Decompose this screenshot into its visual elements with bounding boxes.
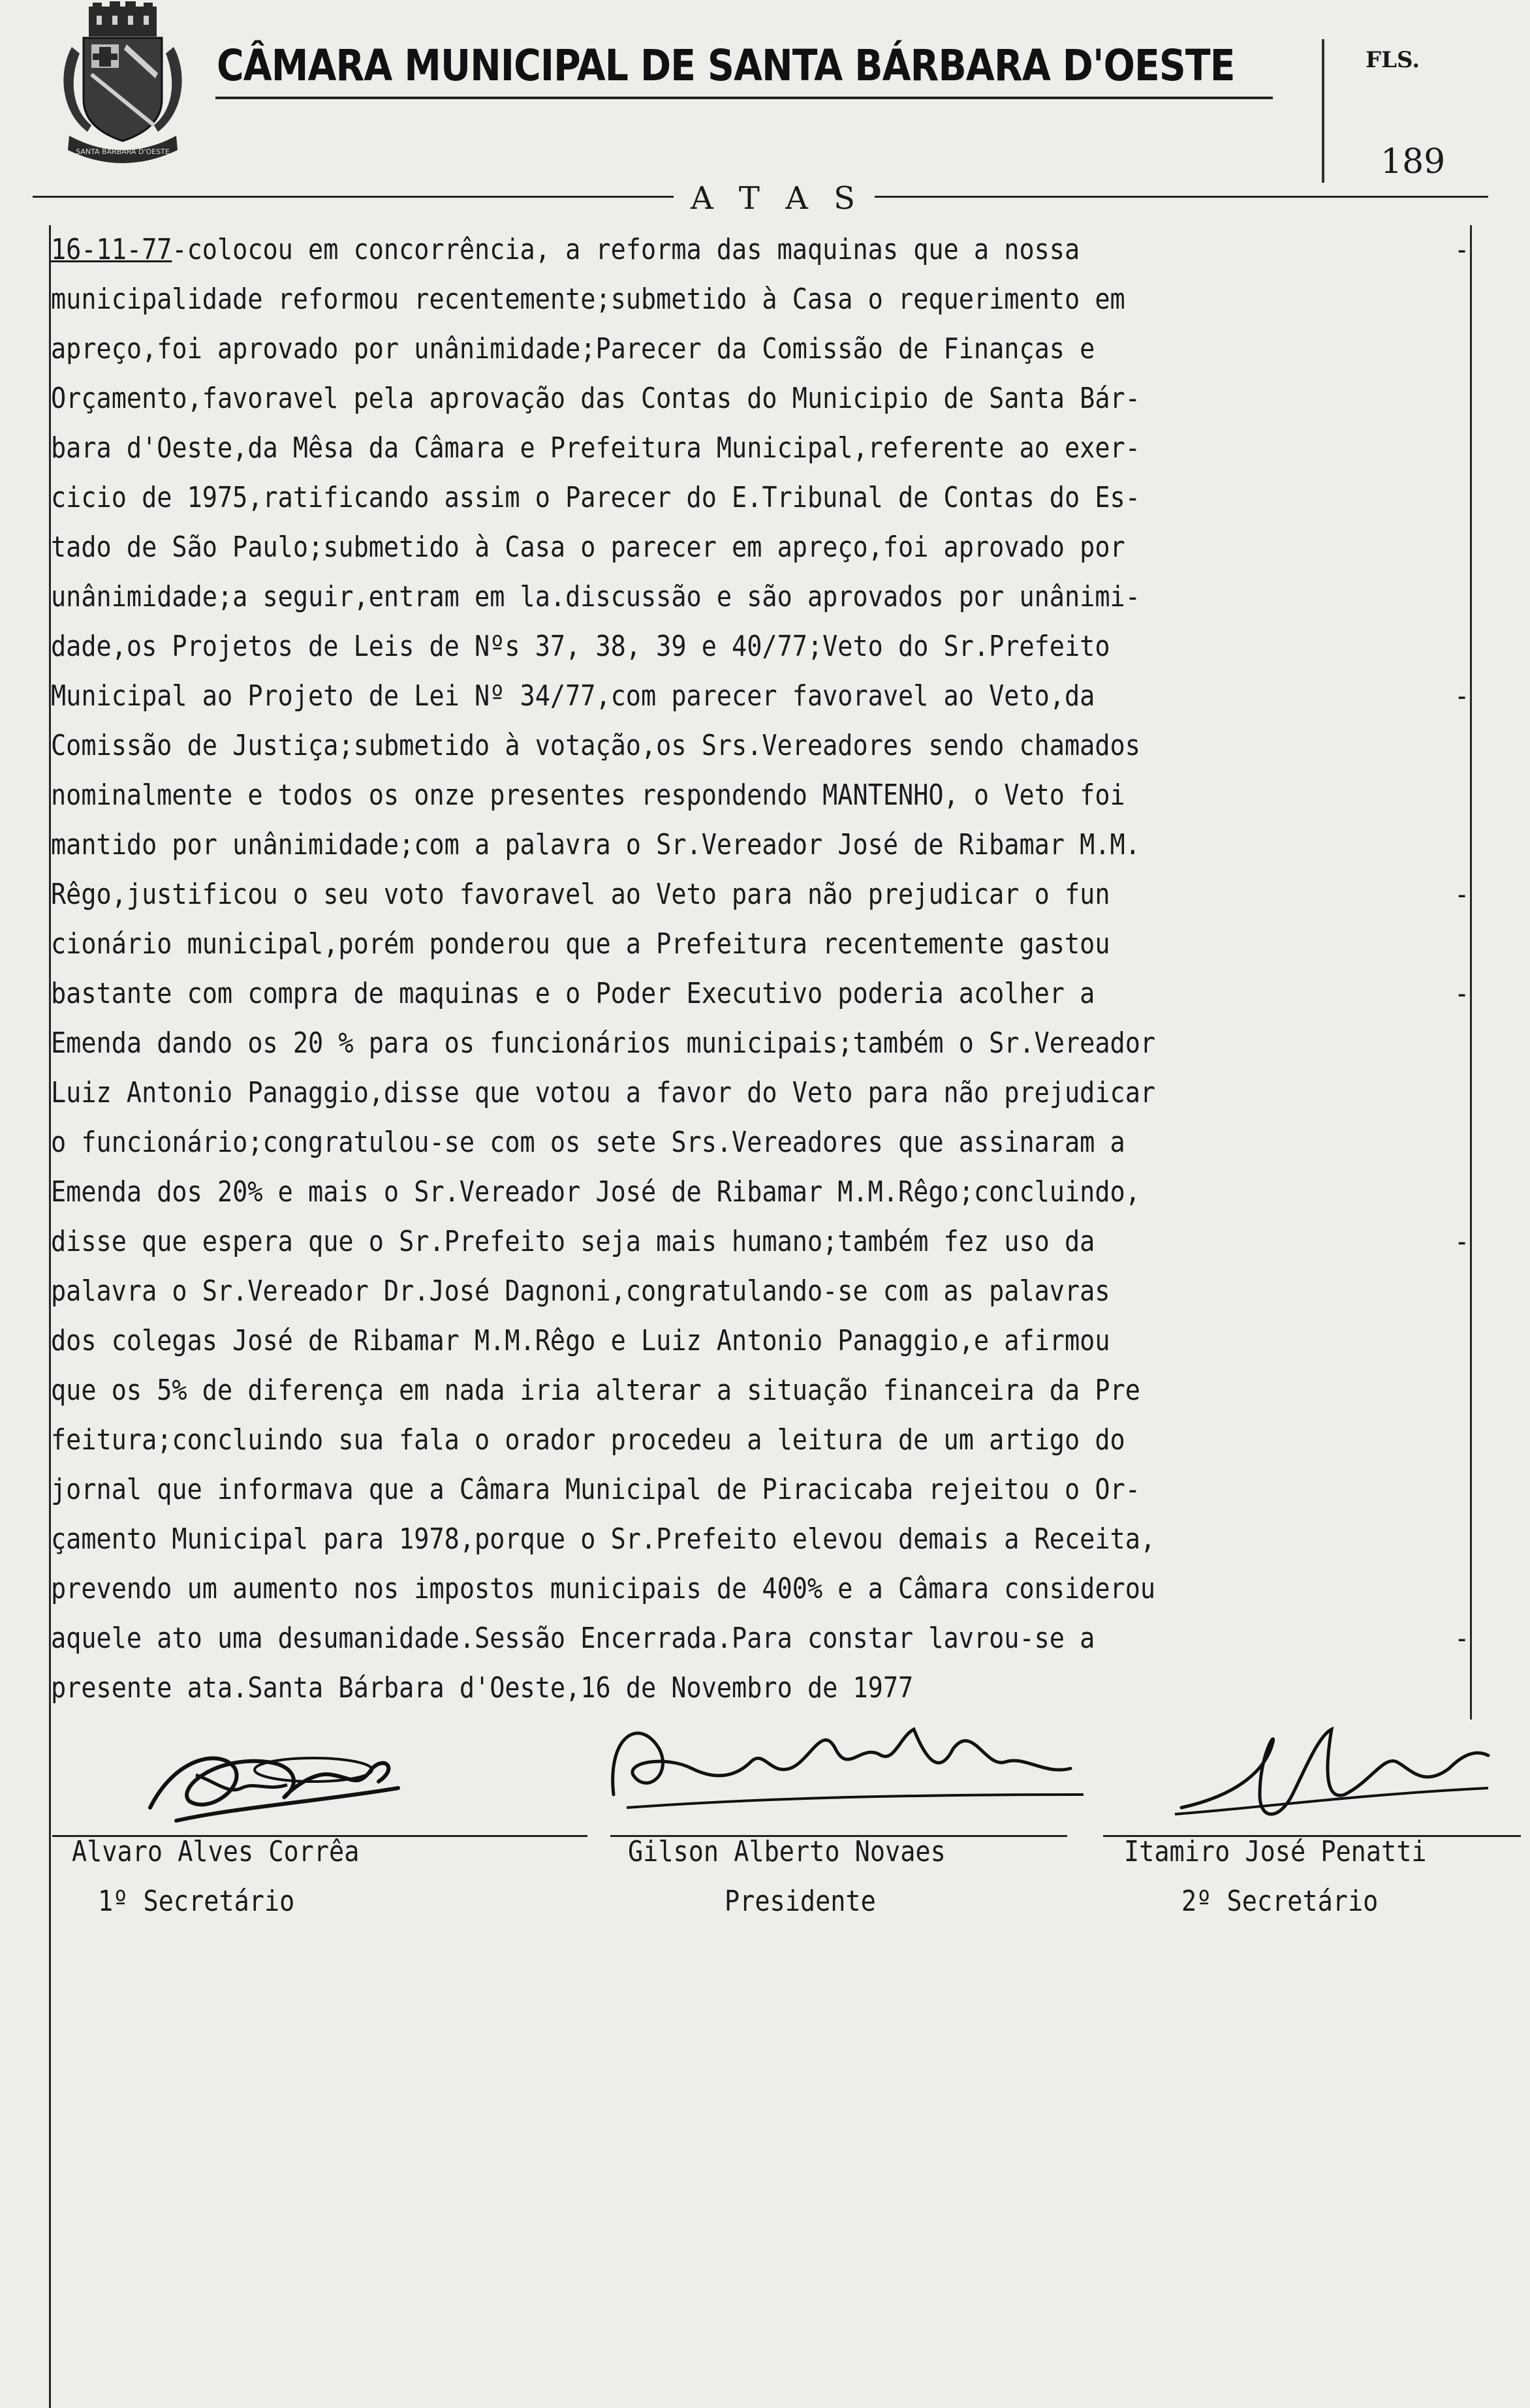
minutes-line-text: mantido por unânimidade;com a palavra o Sr.Vereador José de Ribamar M.M. — [51, 828, 1140, 861]
minutes-line-text: cicio de 1975,ratificando assim o Parecer do E.Tribunal de Contas do Es- — [51, 481, 1140, 514]
minutes-line-text: apreço,foi aprovado por unânimidade;Parecer da Comissão de Finanças e — [51, 332, 1095, 365]
minutes-line — [51, 1564, 1155, 1614]
minutes-line-text: dos colegas José de Ribamar M.M.Rêgo e Luiz Antonio Panaggio,e afirmou — [51, 1324, 1110, 1357]
minutes-line — [51, 1217, 1095, 1267]
minutes-line — [51, 622, 1110, 671]
minutes-line — [51, 1515, 1155, 1564]
minutes-line — [51, 225, 1080, 275]
minutes-line — [51, 1167, 1140, 1217]
minutes-line — [51, 919, 1110, 969]
minutes-line — [51, 572, 1140, 622]
minutes-line — [51, 721, 1140, 771]
minutes-line-text: bara d'Oeste,da Mêsa da Câmara e Prefeitura Municipal,referente ao exer- — [51, 431, 1140, 465]
minutes-line-text: jornal que informava que a Câmara Municipal de Piracicaba rejeitou o Or- — [51, 1473, 1140, 1506]
section-rule-right — [875, 196, 1488, 198]
signatory-name: Alvaro Alves Corrêa — [72, 1835, 360, 1868]
minutes-line-text: Comissão de Justiça;submetido à votação,os Srs.Vereadores sendo chamados — [51, 729, 1140, 762]
line-end-dash: - — [1454, 878, 1470, 911]
minutes-line — [51, 1267, 1110, 1316]
minutes-line-text: presente ata.Santa Bárbara d'Oeste,16 de Novembro de 1977 — [51, 1671, 914, 1705]
minutes-line — [51, 1366, 1140, 1415]
signatory-role: Presidente — [725, 1885, 876, 1918]
minutes-line-text: prevendo um aumento nos impostos municipais de 400% e a Câmara considerou — [51, 1572, 1156, 1605]
line-end-dash: - — [1454, 977, 1470, 1010]
margin-rule-right — [1470, 225, 1472, 1720]
header-divider — [1322, 39, 1324, 183]
minutes-line — [51, 424, 1140, 473]
line-end-dash: - — [1454, 679, 1470, 713]
minutes-line-text: çamento Municipal para 1978,porque o Sr.Prefeito elevou demais a Receita, — [51, 1522, 1156, 1556]
chamber-name: CÂMARA MUNICIPAL DE SANTA BÁRBARA D'OESTE — [217, 40, 1235, 91]
minutes-line-text: cionário municipal,porém ponderou que a Prefeitura recentemente gastou — [51, 927, 1110, 961]
signature-second-secretary — [1162, 1716, 1501, 1847]
minutes-line-text: Emenda dando os 20 % para os funcionários municipais;também o Sr.Vereador — [51, 1026, 1156, 1060]
minutes-line — [51, 1465, 1140, 1515]
minutes-line — [51, 1118, 1125, 1167]
signature-first-secretary — [137, 1710, 411, 1847]
minutes-line — [51, 870, 1110, 919]
minutes-line-text: municipalidade reformou recentemente;submetido à Casa o requerimento em — [51, 283, 1125, 316]
minutes-line — [51, 324, 1095, 374]
minutes-line-text: dade,os Projetos de Leis de Nºs 37, 38, 39 e 40/77;Veto do Sr.Prefeito — [51, 630, 1110, 663]
crest-ribbon-text: SANTA BÁRBARA D'OESTE — [76, 147, 170, 156]
minutes-line-text: Luiz Antonio Panaggio,disse que votou a favor do Veto para não prejudicar — [51, 1076, 1156, 1109]
header-underline — [215, 97, 1273, 99]
signatory-name: Gilson Alberto Novaes — [628, 1835, 946, 1868]
minutes-line — [51, 473, 1140, 523]
minutes-line — [51, 771, 1125, 820]
meeting-date: 16-11-77 — [51, 233, 172, 266]
minutes-line-text: Emenda dos 20% e mais o Sr.Vereador José de Ribamar M.M.Rêgo;concluindo, — [51, 1175, 1140, 1209]
line-end-dash: - — [1454, 1225, 1470, 1258]
minutes-line-text: -colocou em concorrência, a reforma das maquinas que a nossa — [172, 233, 1080, 266]
minutes-line-text: que os 5% de diferença em nada iria alterar a situação financeira da Pre — [51, 1374, 1140, 1407]
minutes-line-text: feitura;concluindo sua fala o orador procedeu a leitura de um artigo do — [51, 1423, 1125, 1457]
minutes-line — [51, 671, 1095, 721]
minutes-line-text: o funcionário;congratulou-se com os sete Srs.Vereadores que assinaram a — [51, 1126, 1125, 1159]
minutes-line-text: nominalmente e todos os onze presentes respondendo MANTENHO, o Veto foi — [51, 779, 1125, 812]
municipal-coat-of-arms — [57, 1, 188, 164]
minutes-line — [51, 1415, 1125, 1465]
minutes-line-text: Municipal ao Projeto de Lei Nº 34/77,com parecer favoravel ao Veto,da — [51, 679, 1095, 713]
minutes-line — [51, 275, 1125, 324]
line-end-dash: - — [1454, 233, 1470, 266]
section-rule-left — [33, 196, 674, 198]
minutes-line — [51, 1019, 1155, 1068]
signatory-name: Itamiro José Penatti — [1124, 1835, 1427, 1868]
minutes-line-text: unânimidade;a seguir,entram em la.discussão e são aprovados por unânimi- — [51, 580, 1140, 613]
minutes-line-text: tado de São Paulo;submetido à Casa o parecer em apreço,foi aprovado por — [51, 531, 1125, 564]
minutes-line — [51, 1316, 1110, 1366]
minutes-line-text: aquele ato uma desumanidade.Sessão Encerrada.Para constar lavrou-se a — [51, 1622, 1095, 1655]
minutes-line-text: disse que espera que o Sr.Prefeito seja mais humano;também fez uso da — [51, 1225, 1095, 1258]
minutes-line — [51, 1614, 1095, 1663]
minutes-line — [51, 1068, 1155, 1118]
signatory-role: 2º Secretário — [1181, 1885, 1379, 1918]
signature-president — [587, 1697, 1110, 1827]
fls-label: FLS. — [1366, 47, 1420, 73]
minutes-line-text: bastante com compra de maquinas e o Poder Executivo poderia acolher a — [51, 977, 1095, 1010]
minutes-line — [51, 969, 1095, 1019]
minutes-line-text: Orçamento,favoravel pela aprovação das Contas do Municipio de Santa Bár- — [51, 382, 1140, 415]
line-end-dash: - — [1454, 1622, 1470, 1655]
minutes-line — [51, 523, 1125, 572]
minutes-line-text: palavra o Sr.Vereador Dr.José Dagnoni,congratulando-se com as palavras — [51, 1274, 1110, 1308]
page-number: 189 — [1381, 142, 1446, 181]
signatory-role: 1º Secretário — [98, 1885, 295, 1918]
minutes-line — [51, 374, 1140, 424]
section-title: A T A S — [691, 180, 863, 217]
minutes-line-text: Rêgo,justificou o seu voto favoravel ao Veto para não prejudicar o fun — [51, 878, 1110, 911]
minutes-line — [51, 820, 1140, 870]
